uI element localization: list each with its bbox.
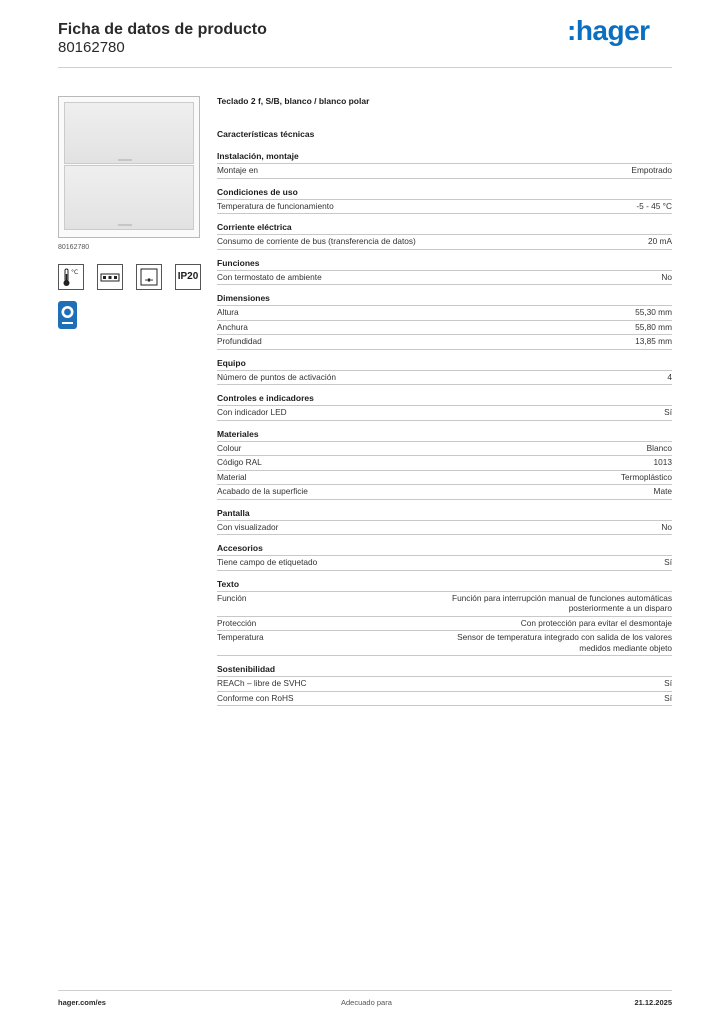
spec-row <box>217 199 672 215</box>
spec-label: Código RAL <box>217 457 262 467</box>
spec-label: Número de puntos de activación <box>217 371 336 382</box>
spec-row <box>217 270 672 286</box>
spec-section <box>217 293 672 350</box>
led-indicator <box>118 159 132 161</box>
spec-label: Temperatura <box>217 632 264 642</box>
spec-value: -5 - 45 °C <box>636 200 672 211</box>
section-title: Materiales <box>217 428 259 439</box>
spec-row <box>217 630 672 656</box>
product-image <box>58 96 200 238</box>
spec-section <box>217 664 672 706</box>
spec-value: Termoplástico <box>620 471 672 482</box>
specification-panel <box>217 96 672 714</box>
spec-value: 55,80 mm <box>635 321 672 332</box>
spec-label: Con indicador LED <box>217 407 287 417</box>
section-title: Texto <box>217 578 240 589</box>
section-title: Controles e indicadores <box>217 393 314 403</box>
spec-label: Con termostato de ambiente <box>217 271 322 282</box>
spec-section <box>217 222 672 250</box>
spec-sections <box>217 151 672 706</box>
spec-label: Profundidad <box>217 336 262 346</box>
eco-label-icon <box>58 301 77 329</box>
spec-section <box>217 429 672 500</box>
svg-text:°C: °C <box>71 269 79 276</box>
spec-label: Función <box>217 592 247 603</box>
section-title: Accesorios <box>217 543 263 553</box>
spec-row <box>217 441 672 456</box>
spec-value: 1013 <box>653 457 672 467</box>
spec-value: Con protección para evitar el desmontaje <box>520 617 672 628</box>
spec-value: Blanco <box>646 442 672 453</box>
spec-value: 13,85 mm <box>635 336 672 346</box>
spec-value: Empotrado <box>631 165 672 175</box>
spec-row <box>217 234 672 250</box>
spec-row <box>217 370 672 386</box>
keypad-rocker-bottom <box>64 165 194 230</box>
spec-row <box>217 163 672 179</box>
spec-value: 20 mA <box>648 236 672 246</box>
spec-label: Protección <box>217 617 257 628</box>
spec-value: Sensor de temperatura integrado con salida de los valores medidos mediante objeto <box>457 632 672 653</box>
spec-label: Altura <box>217 307 239 317</box>
spec-row <box>217 470 672 485</box>
spec-section <box>217 358 672 386</box>
keypad-rocker-top <box>64 102 194 164</box>
spec-value: Función para interrupción manual de funciones automáticas posteriormente a un disparo <box>452 592 672 613</box>
product-code: 80162780 <box>58 39 125 56</box>
spec-section <box>217 187 672 215</box>
spec-value: No <box>661 271 672 282</box>
section-title: Instalación, montaje <box>217 151 299 161</box>
spec-section <box>217 258 672 286</box>
spec-value: Sí <box>664 678 672 688</box>
spec-row <box>217 305 672 320</box>
section-title: Funciones <box>217 257 260 268</box>
spec-section <box>217 151 672 179</box>
spec-value: Sí <box>664 557 672 567</box>
section-title: Corriente eléctrica <box>217 222 292 232</box>
spec-label: REACh – libre de SVHC <box>217 678 307 688</box>
footer-suitability: Adecuado para <box>341 998 392 1007</box>
ip-rating-badge: IP20 <box>175 264 201 290</box>
spec-row <box>217 405 672 421</box>
spec-label: Consumo de corriente de bus (transferencia de datos) <box>217 236 416 246</box>
spec-label: Tiene campo de etiquetado <box>217 557 318 567</box>
spec-label: Acabado de la superficie <box>217 486 308 496</box>
spec-section <box>217 508 672 536</box>
spec-row <box>217 676 672 691</box>
spec-section <box>217 393 672 421</box>
spec-row <box>217 555 672 571</box>
product-name: Teclado 2 f, S/B, blanco / blanco polar <box>217 96 370 106</box>
spec-value: Sí <box>664 407 672 417</box>
display-icon <box>136 264 162 290</box>
spec-row <box>217 334 672 350</box>
footer-website: hager.com/es <box>58 998 106 1007</box>
spec-row <box>217 520 672 536</box>
technical-characteristics-heading: Características técnicas <box>217 129 315 139</box>
spec-label: Material <box>217 471 247 482</box>
spec-value: Sí <box>664 692 672 703</box>
document-title: Ficha de datos de producto <box>58 21 267 38</box>
bus-connector-icon <box>97 264 123 290</box>
spec-row <box>217 591 672 616</box>
spec-label: Temperatura de funcionamiento <box>217 200 334 211</box>
spec-label: Colour <box>217 442 242 453</box>
section-title: Pantalla <box>217 507 250 518</box>
spec-label: Con visualizador <box>217 521 279 532</box>
spec-value: 55,30 mm <box>635 307 672 317</box>
spec-section <box>217 543 672 571</box>
thermometer-icon <box>58 264 84 290</box>
spec-value: Mate <box>653 486 672 496</box>
hager-logo: :hager <box>567 15 650 46</box>
footer-divider <box>58 990 672 991</box>
spec-row <box>217 484 672 500</box>
spec-section <box>217 579 672 657</box>
spec-label: Conforme con RoHS <box>217 692 294 703</box>
section-title: Equipo <box>217 357 246 368</box>
spec-label: Anchura <box>217 321 248 332</box>
spec-value: No <box>661 521 672 532</box>
image-caption: 80162780 <box>58 244 90 251</box>
spec-row <box>217 691 672 707</box>
spec-row <box>217 320 672 335</box>
section-title: Sostenibilidad <box>217 664 276 674</box>
led-indicator <box>118 224 132 226</box>
spec-value: 4 <box>667 371 672 382</box>
section-title: Condiciones de uso <box>217 186 298 197</box>
header-divider <box>58 67 672 68</box>
spec-row <box>217 616 672 631</box>
spec-row <box>217 455 672 470</box>
spec-label: Montaje en <box>217 165 259 175</box>
footer-date: 21.12.2025 <box>634 998 672 1007</box>
section-title: Dimensiones <box>217 293 270 303</box>
